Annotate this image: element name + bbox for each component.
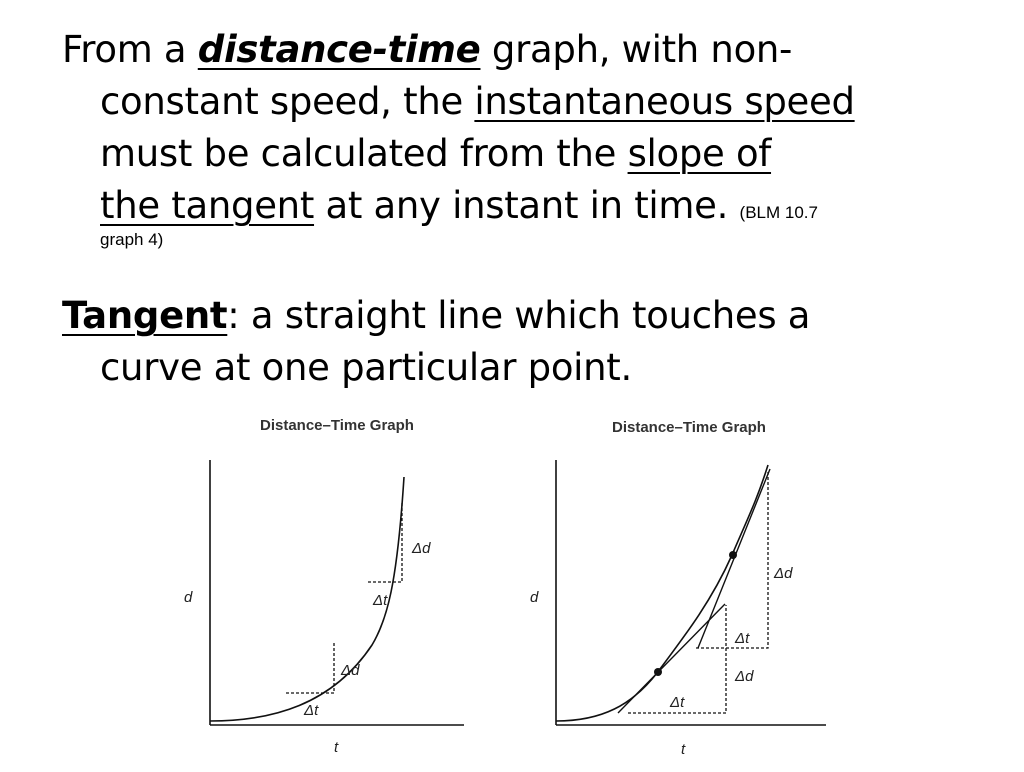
text-fragment: at any instant in time. (314, 184, 740, 227)
tangent-definition (62, 290, 982, 394)
graph-left-x-label: t (334, 739, 339, 756)
blm-reference: (BLM 10.7 (739, 203, 818, 222)
graph-left-delta-t-upper: Δt (373, 592, 388, 609)
graph-left-y-label: d (184, 589, 193, 606)
graph-left-lower-triangle (286, 643, 334, 693)
para2-line-1 (62, 290, 982, 342)
para1-line-1 (62, 24, 982, 76)
text-fragment: From a (62, 28, 198, 71)
term-tangent: Tangent (62, 294, 228, 337)
definition-paragraph (62, 24, 982, 251)
term-slope-of: slope of (627, 132, 772, 175)
graph-right-point-lower (654, 668, 662, 676)
text-fragment: : a straight line which touches a (227, 294, 811, 337)
graph-right-y-label: d (530, 589, 539, 606)
distance-time-graphs-figure (162, 405, 830, 768)
term-distance-time: distance-time (197, 28, 481, 71)
graph-right (530, 419, 826, 758)
graph-right-title: Distance–Time Graph (612, 419, 766, 436)
para1-line-2 (62, 76, 982, 128)
text-fragment: graph, with non- (480, 28, 793, 71)
graph-left (184, 417, 464, 756)
graph-right-delta-d-upper: Δd (774, 565, 793, 582)
graph-right-x-label: t (681, 741, 686, 758)
graph-left-upper-triangle (368, 502, 402, 582)
term-the-tangent: the tangent (100, 184, 315, 227)
graph-left-delta-t-lower: Δt (304, 702, 319, 719)
graph-right-delta-t-lower: Δt (670, 694, 685, 711)
text-fragment: must be calculated from the (100, 132, 628, 175)
graph-right-point-upper (729, 551, 737, 559)
para2-line-2: curve at one particular point. (100, 346, 632, 389)
graph-right-delta-d-lower: Δd (735, 668, 754, 685)
para1-line-3 (62, 128, 982, 180)
graph-left-title: Distance–Time Graph (260, 417, 414, 434)
blm-reference-continued: graph 4) (100, 230, 164, 249)
graph-right-delta-t-upper: Δt (735, 630, 750, 647)
term-instantaneous-speed: instantaneous speed (474, 80, 855, 123)
graphs-svg (162, 405, 830, 768)
graph-left-delta-d-lower: Δd (341, 662, 360, 679)
graph-left-delta-d-upper: Δd (412, 540, 431, 557)
text-fragment: constant speed, the (100, 80, 475, 123)
